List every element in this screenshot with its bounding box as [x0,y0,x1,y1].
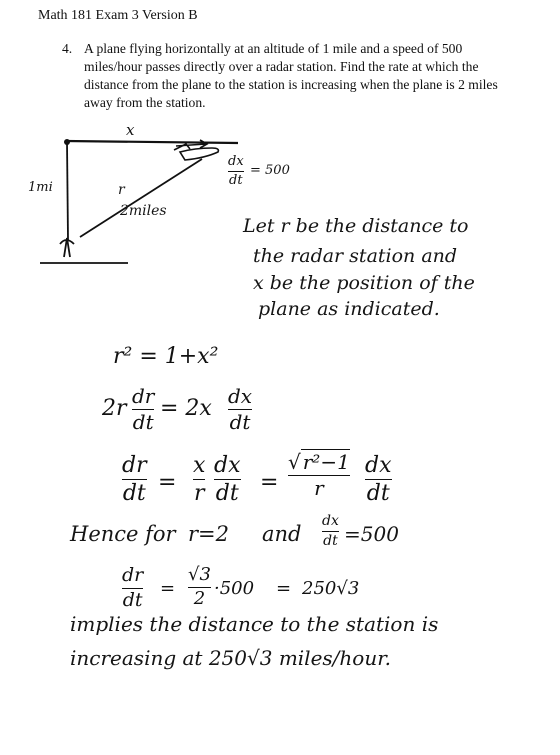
diagram-label-x: x [126,121,135,139]
eq3-equals-1: = [158,470,177,495]
hence-value: =500 [344,522,399,546]
equation-1: r² = 1+x² [113,344,219,369]
eq4-equals-1: = [160,578,176,599]
eq4-sqrt3-over-2: √3 2 [188,564,211,609]
eq4-result: 250√3 [302,578,360,599]
rate-fraction: dx dt [228,154,244,188]
equation-2-mid: = 2x [160,396,212,421]
note-line-1: Let r be the distance to [243,215,469,237]
flight-path-line [66,141,238,143]
plane-icon [180,148,218,160]
distance-line [80,159,202,237]
eq3-sqrt-over-r: √ r²−1 r [288,450,350,500]
equation-2-left: 2r [102,396,127,421]
dx-dt-fraction: dx dt [228,384,253,434]
conclusion-line-1: implies the distance to the station is [70,612,439,636]
hence-dx-dt: dx dt [322,513,339,549]
eq4-times-500: ·500 [214,578,255,599]
hence-and: and [262,522,302,546]
note-line-4: plane as indicated. [258,298,440,320]
eq3-dx-dt-2: dx dt [365,453,392,507]
eq3-equals-2: = [260,470,279,495]
eq3-dx-dt: dx dt [214,453,241,507]
altitude-line [67,142,68,240]
note-line-2: the radar station and [253,245,458,267]
problem-number: 4. [62,41,73,56]
eq3-x-over-r: x r [193,453,206,507]
diagram-label-altitude: 1mi [28,180,53,195]
diagram-label-r: r [118,182,125,198]
eq4-dr-dt: dr dt [122,564,144,611]
problem-text: A plane flying horizontally at an altitude of 1 mile and a speed of 500 miles/hour passes directly over a radar station. Find the rate at which the distance from the plane to the station is increasing when the plane is 2 miles away from the station. [84,41,498,110]
rate-value: = 500 [250,163,290,178]
note-line-3: x be the position of the [253,272,475,294]
dr-dt-fraction: dr dt [132,384,155,434]
hence-r-equals-2: r=2 [188,522,229,546]
diagram-label-distance: 2miles [120,203,167,219]
hence-for: Hence for [70,522,176,546]
radar-station-icon [60,238,74,257]
page-header: Math 181 Exam 3 Version B [38,8,198,23]
eq4-equals-2: = [276,578,292,599]
conclusion-line-2: increasing at 250√3 miles/hour. [70,646,391,670]
eq3-dr-dt: dr dt [122,453,147,507]
